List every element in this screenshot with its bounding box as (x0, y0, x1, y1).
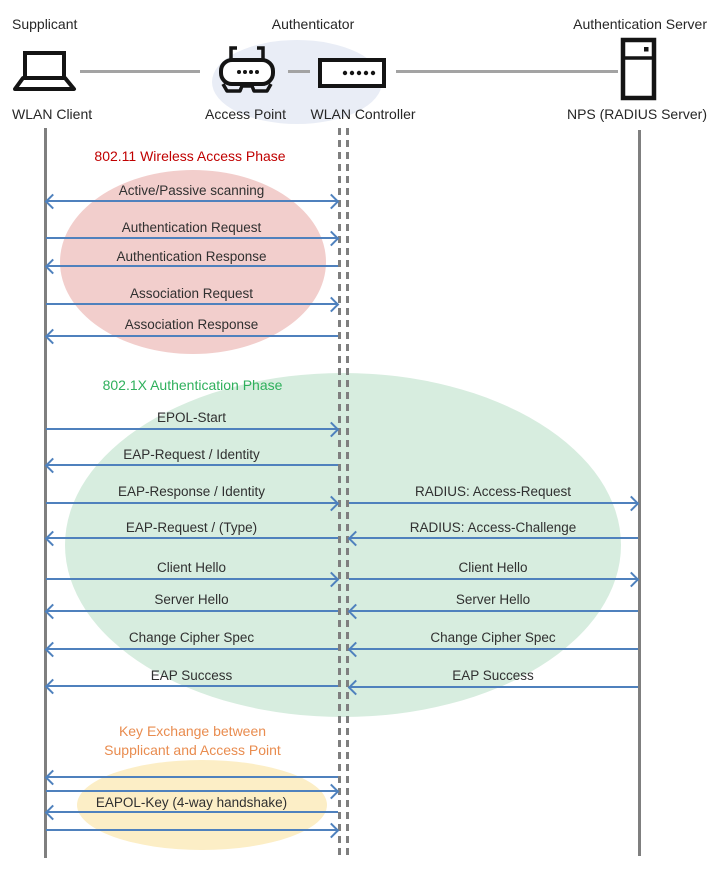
message-label: Change Cipher Spec (128, 630, 255, 645)
role-authentication-server: Authentication Server (573, 16, 707, 32)
arrowhead-right-icon (324, 823, 340, 839)
arrow-both-icon (46, 200, 338, 202)
phase3-title-line1: Key Exchange between (118, 723, 267, 739)
arrow-left-icon (46, 610, 338, 612)
arrow-right-icon (46, 237, 338, 239)
role-authenticator: Authenticator (271, 16, 355, 32)
phase2-title: 802.1X Authentication Phase (102, 377, 283, 393)
message-label: RADIUS: Access-Challenge (409, 520, 577, 535)
arrow-right-icon (46, 502, 338, 504)
arrow-left-icon (349, 648, 638, 650)
device-label-nps: NPS (RADIUS Server) (566, 106, 707, 122)
arrow-right-icon (349, 578, 638, 580)
message-label: EAP-Response / Identity (117, 484, 266, 499)
arrow-left-icon (46, 776, 338, 778)
arrowhead-left-icon (45, 770, 61, 786)
message-label: Active/Passive scanning (118, 183, 265, 198)
message-label: Association Response (124, 317, 259, 332)
arrow-left-icon (46, 265, 338, 267)
connector-line (288, 70, 310, 73)
phase3-title-line2: Supplicant and Access Point (104, 742, 281, 758)
phase3-title (85, 722, 300, 760)
message-label: Client Hello (156, 560, 227, 575)
arrow-left-icon (46, 335, 338, 337)
arrow-left-icon (349, 610, 638, 612)
laptop-icon (12, 50, 78, 99)
arrow-left-icon (46, 685, 338, 687)
message-label: EAP Success (150, 668, 233, 683)
role-supplicant: Supplicant (12, 16, 78, 32)
server-icon (620, 37, 657, 106)
message-label: EPOL-Start (156, 410, 227, 425)
message-label: EAP-Request / (Type) (125, 520, 258, 535)
arrow-right-icon (46, 428, 338, 430)
message-label: RADIUS: Access-Request (414, 484, 572, 499)
handshake-label: EAPOL-Key (4-way handshake) (95, 795, 288, 810)
arrow-left-icon (46, 811, 338, 813)
arrow-left-icon (349, 686, 638, 688)
message-label: Authentication Response (116, 249, 267, 264)
message-label: Association Request (129, 286, 254, 301)
phase1-title: 802.11 Wireless Access Phase (94, 148, 286, 164)
arrow-right-icon (46, 303, 338, 305)
arrow-right-icon (46, 578, 338, 580)
wlan-controller-icon (318, 58, 386, 93)
message-label: EAP-Request / Identity (123, 447, 260, 462)
connector-line (80, 70, 200, 73)
device-label-wlan-controller: WLAN Controller (310, 106, 416, 122)
message-label: Change Cipher Spec (430, 630, 556, 645)
arrow-right-icon (46, 790, 338, 792)
message-label: Server Hello (154, 592, 229, 607)
lifeline-auth-server (638, 130, 641, 856)
message-label: EAP Success (452, 668, 534, 683)
access-point-icon (214, 42, 280, 101)
arrow-right-icon (349, 502, 638, 504)
message-label: Client Hello (458, 560, 528, 575)
device-label-access-point: Access Point (205, 106, 286, 122)
arrow-left-icon (349, 537, 638, 539)
arrow-left-icon (46, 537, 338, 539)
message-label: Server Hello (455, 592, 531, 607)
arrow-left-icon (46, 648, 338, 650)
device-label-wlan-client: WLAN Client (12, 106, 93, 122)
message-label: Authentication Request (121, 220, 262, 235)
arrow-left-icon (46, 464, 338, 466)
connector-line (396, 70, 618, 73)
arrow-right-icon (46, 829, 338, 831)
